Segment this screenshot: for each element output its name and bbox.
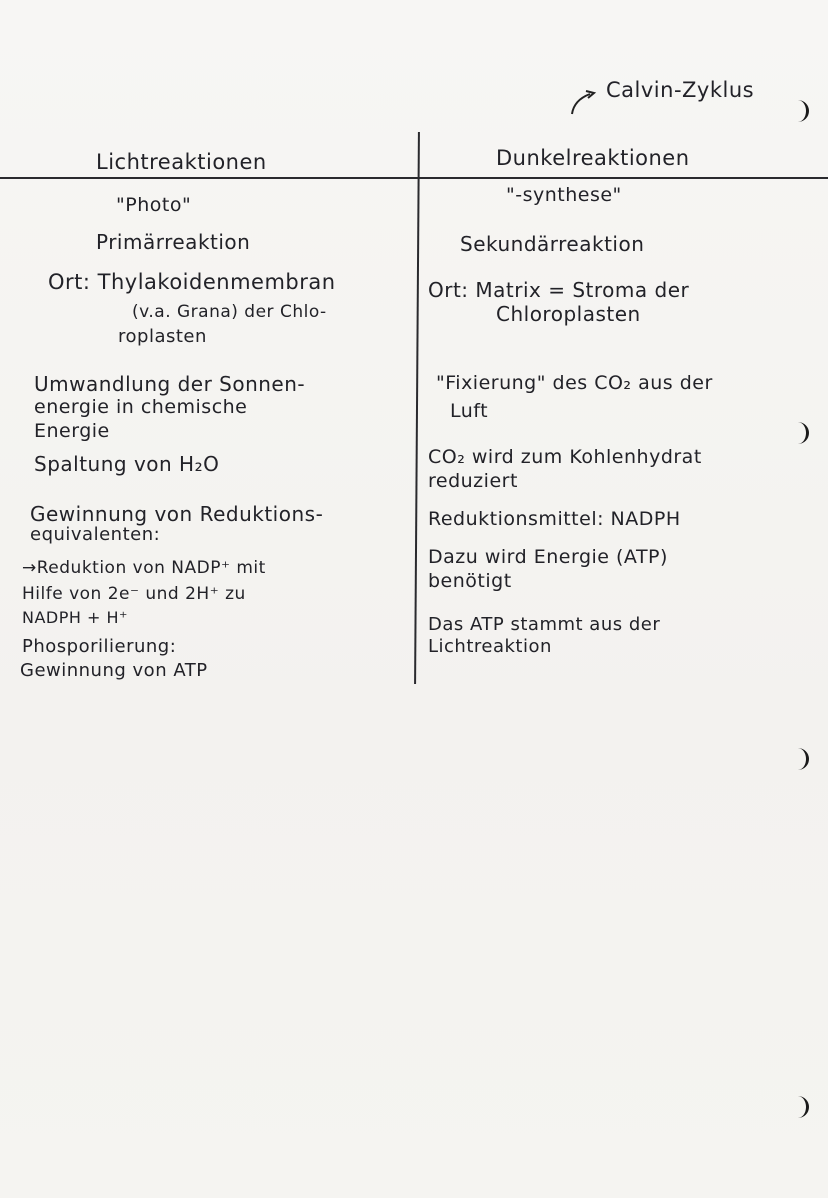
- right-dazu-line-2: benötigt: [428, 570, 512, 592]
- arrow-icon: [566, 86, 606, 116]
- right-reduktionsmittel: Reduktionsmittel: NADPH: [428, 508, 681, 530]
- left-reduktion-line-1: →Reduktion von NADP⁺ mit: [22, 558, 266, 578]
- left-phosphorylierung-line-1: Phosporilierung:: [22, 636, 177, 657]
- left-heading: Lichtreaktionen: [96, 150, 267, 174]
- table-vertical-divider: [414, 132, 420, 684]
- left-type: Primärreaktion: [96, 230, 251, 254]
- right-ort-line-1: Ort: Matrix = Stroma der: [428, 278, 690, 302]
- right-co2-line-2: reduziert: [428, 470, 518, 492]
- right-type: Sekundärreaktion: [460, 232, 645, 256]
- right-subheading: "-synthese": [506, 184, 622, 206]
- left-phosphorylierung-line-2: Gewinnung von ATP: [20, 660, 208, 681]
- left-umwandlung-line-1: Umwandlung der Sonnen-: [34, 372, 306, 396]
- left-reduktion-line-3: NADPH + H⁺: [22, 608, 128, 627]
- left-ort-line-2: (v.a. Grana) der Chlo-: [132, 302, 327, 322]
- left-reduktion-line-2: Hilfe von 2e⁻ und 2H⁺ zu: [22, 584, 246, 604]
- punch-hole-mark: [790, 100, 809, 122]
- punch-hole-mark: [790, 748, 809, 770]
- left-ort-line-3: roplasten: [118, 326, 207, 347]
- left-umwandlung-line-2: energie in chemische: [34, 396, 248, 418]
- right-heading: Dunkelreaktionen: [496, 146, 690, 170]
- left-subheading: "Photo": [116, 194, 192, 216]
- punch-hole-mark: [790, 1096, 809, 1118]
- left-gewinnung-line-1: Gewinnung von Reduktions-: [30, 502, 324, 526]
- right-co2-line-1: CO₂ wird zum Kohlenhydrat: [428, 446, 702, 468]
- right-ort-line-2: Chloroplasten: [496, 302, 641, 326]
- punch-hole-mark: [790, 422, 809, 444]
- right-fixierung-line-2: Luft: [450, 400, 489, 422]
- calvin-cycle-note: Calvin-Zyklus: [606, 78, 755, 102]
- right-atp-line-1: Das ATP stammt aus der: [428, 614, 661, 635]
- right-fixierung-line-1: "Fixierung" des CO₂ aus der: [436, 372, 713, 394]
- left-ort-line-1: Ort: Thylakoidenmembran: [48, 270, 336, 294]
- left-spaltung: Spaltung von H₂O: [34, 452, 220, 476]
- left-gewinnung-line-2: equivalenten:: [30, 524, 161, 545]
- table-horizontal-divider: [0, 177, 828, 179]
- left-umwandlung-line-3: Energie: [34, 420, 110, 442]
- right-atp-line-2: Lichtreaktion: [428, 636, 552, 657]
- right-dazu-line-1: Dazu wird Energie (ATP): [428, 546, 668, 568]
